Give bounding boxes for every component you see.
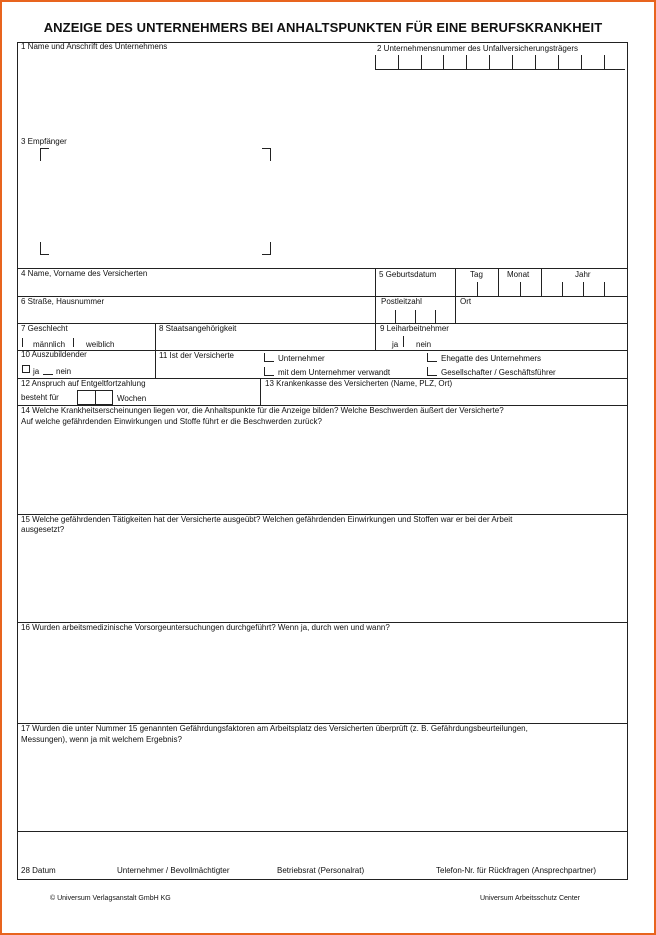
field-7-weiblich: weiblich — [86, 340, 115, 349]
row-divider — [18, 296, 627, 297]
column-divider — [455, 296, 456, 323]
field-5-jahr: Jahr — [575, 270, 591, 279]
field-12-wochen: Wochen — [117, 394, 147, 403]
field-11-label: 11 Ist der Versicherte — [159, 351, 234, 360]
field-28-betriebsrat: Betriebsrat (Personalrat) — [277, 866, 365, 875]
digit-divider — [398, 55, 399, 69]
field-11-gesellschafter: Gesellschafter / Geschäftsführer — [441, 368, 556, 377]
column-divider — [155, 323, 156, 379]
column-divider — [375, 296, 376, 323]
field-12-label: 12 Anspruch auf Entgeltfortzahlung — [21, 379, 146, 388]
checkbox-underline — [427, 361, 437, 362]
field-1-label: 1 Name und Anschrift des Unternehmens — [21, 42, 168, 51]
footer-publisher: Universum Arbeitsschutz Center — [480, 895, 580, 902]
date-digit-divider — [562, 282, 563, 296]
checkbox-underline — [264, 375, 274, 376]
date-digit-divider — [604, 282, 605, 296]
weeks-divider — [95, 390, 96, 405]
checkbox-underline — [427, 375, 437, 376]
checkbox-ehegatte[interactable] — [427, 353, 428, 361]
digit-divider — [443, 55, 444, 69]
date-digit-divider — [477, 282, 478, 296]
checkbox-azubi-nein[interactable] — [43, 374, 53, 375]
digit-divider — [375, 55, 376, 69]
column-divider — [455, 268, 456, 296]
field-10-label: 10 Auszubildender — [21, 350, 87, 359]
field-16-label: 16 Wurden arbeitsmedizinische Vorsorgeuntersuchungen durchgeführt? Wenn ja, durch wen und wann? — [21, 623, 390, 632]
field-7-maennlich: männlich — [33, 340, 66, 349]
field-8-label: 8 Staatsangehörigkeit — [159, 324, 237, 333]
field-2-label: 2 Unternehmensnummer des Unfallversicherungsträgers — [377, 44, 578, 53]
field-11-verwandt: mit dem Unternehmer verwandt — [278, 368, 391, 377]
field-14-label: 14 Welche Krankheitserscheinungen liegen vor, die Anhaltspunkte für die Anzeige bilden? Welche Beschwerden äußert der Versicherte? — [21, 406, 504, 415]
field-6-ort: Ort — [460, 297, 472, 306]
date-digit-divider — [498, 268, 499, 296]
recipient-address-area[interactable] — [41, 149, 270, 254]
field-11-unternehmer: Unternehmer — [278, 354, 325, 363]
field-28-telefon: Telefon-Nr. für Rückfragen (Ansprechpartner) — [436, 866, 597, 875]
field-6-label: 6 Straße, Hausnummer — [21, 297, 105, 306]
checkbox-azubi-ja[interactable] — [22, 365, 30, 373]
checkbox-weiblich[interactable] — [73, 338, 74, 347]
field-5-label: 5 Geburtsdatum — [379, 270, 437, 279]
plz-digit-divider — [395, 310, 396, 323]
column-divider — [260, 378, 261, 405]
field-12-besteht: besteht für — [21, 393, 59, 402]
digit-divider — [489, 55, 490, 69]
checkbox-underline — [264, 361, 274, 362]
checkbox-leih-ja[interactable] — [403, 336, 404, 347]
field-2-input[interactable] — [375, 69, 625, 70]
field-15-label-2: ausgesetzt? — [21, 525, 65, 534]
digit-divider — [466, 55, 467, 69]
digit-divider — [512, 55, 513, 69]
row-divider — [18, 350, 627, 351]
field-5-monat: Monat — [507, 270, 530, 279]
field-14-label-2: Auf welche gefährdenden Einwirkungen und Stoffe führt er die Beschwerden zurück? — [21, 417, 322, 426]
field-9-nein: nein — [416, 340, 432, 349]
digit-divider — [604, 55, 605, 69]
date-digit-divider — [520, 282, 521, 296]
date-digit-divider — [583, 282, 584, 296]
field-15-label: 15 Welche gefährdenden Tätigkeiten hat der Versicherte ausgeübt? Welchen gefährdenden Einwirkungen und Stoffen war er bei der Arbeit — [21, 515, 513, 524]
field-10-nein: nein — [56, 367, 72, 376]
field-4-label: 4 Name, Vorname des Versicherten — [21, 269, 148, 278]
plz-digit-divider — [415, 310, 416, 323]
field-11-ehegatte: Ehegatte des Unternehmers — [441, 354, 542, 363]
field-3-label: 3 Empfänger — [21, 137, 67, 146]
checkbox-maennlich[interactable] — [22, 338, 23, 347]
column-divider — [375, 268, 376, 296]
column-divider — [375, 323, 376, 350]
field-13-label: 13 Krankenkasse des Versicherten (Name, PLZ, Ort) — [265, 379, 453, 388]
field-7-label: 7 Geschlecht — [21, 324, 68, 333]
digit-divider — [535, 55, 536, 69]
footer-copyright: © Universum Verlagsanstalt GmbH KG — [50, 895, 171, 902]
date-digit-divider — [541, 268, 542, 296]
field-6-plz: Postleitzahl — [381, 297, 422, 306]
checkbox-gesellschafter[interactable] — [427, 367, 428, 375]
field-17-label-2: Messungen), wenn ja mit welchem Ergebnis? — [21, 735, 182, 744]
form-title: ANZEIGE DES UNTERNEHMERS BEI ANHALTSPUNKTEN FÜR EINE BERUFSKRANKHEIT — [43, 20, 603, 35]
field-5-tag: Tag — [470, 270, 483, 279]
field-9-label: 9 Leiharbeitnehmer — [380, 324, 449, 333]
field-28-unternehmer: Unternehmer / Bevollmächtigter — [117, 866, 230, 875]
field-17-label: 17 Wurden die unter Nummer 15 genannten Gefährdungsfaktoren am Arbeitsplatz des Versicherten überprüft (z. B. Gefährdungsbeurteilungen, — [21, 724, 528, 733]
checkbox-unternehmer[interactable] — [264, 353, 265, 361]
field-10-ja: ja — [33, 367, 40, 376]
digit-divider — [558, 55, 559, 69]
row-divider — [18, 831, 627, 832]
field-28-datum: 28 Datum — [21, 866, 56, 875]
field-9-ja: ja — [392, 340, 399, 349]
digit-divider — [421, 55, 422, 69]
digit-divider — [581, 55, 582, 69]
row-divider — [18, 323, 627, 324]
checkbox-verwandt[interactable] — [264, 367, 265, 375]
plz-digit-divider — [435, 310, 436, 323]
